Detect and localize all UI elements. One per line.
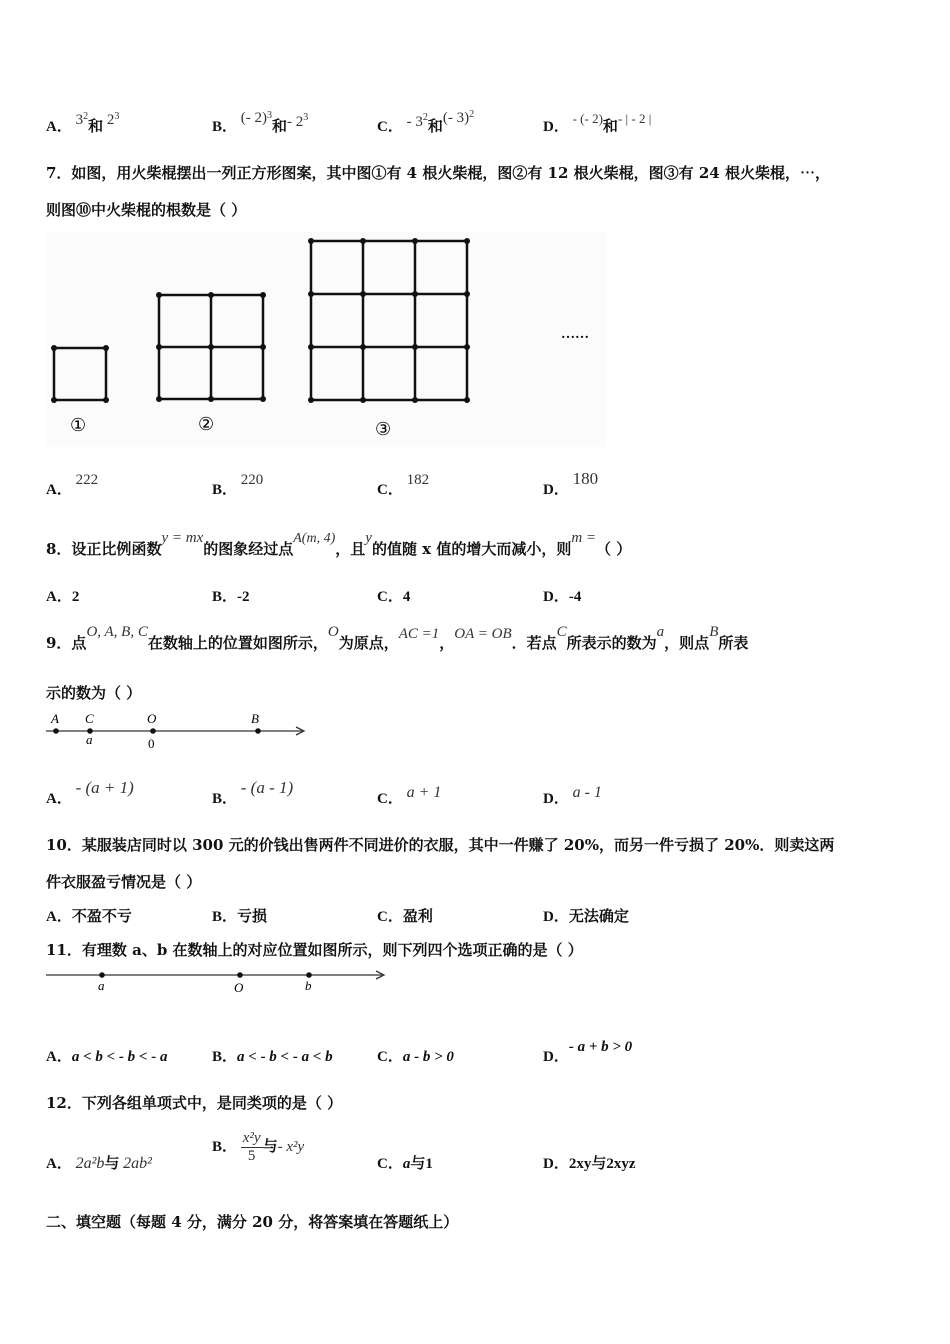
q10-option-c: C．盈利 [377,909,433,925]
q12-option-b: B． $\frac{\text{x²y}}{5}$ 与- x²y [212,1130,305,1164]
label-o: O [234,980,244,995]
q10-option-d: D．无法确定 [543,909,629,925]
q12-option-c: C．a与1 [377,1156,433,1172]
q11-option-a: A．a < b < - b < - a [46,1049,168,1065]
q9-stem-line2: 示的数为（ ） [46,684,142,702]
q11-option-c: C．a - b > 0 [377,1049,454,1065]
label-a: A [51,711,59,726]
q9-number-line [44,708,310,752]
q11-number-line [44,965,389,997]
q8-option-d: D．-4 [543,589,582,605]
q6-option-d: D． - (- 2)和- | - 2 | [543,111,652,135]
q8-option-c: C．4 [377,589,411,605]
point-b [255,728,261,734]
q8-option-a: A．2 [46,589,80,605]
q7-option-d: D． 180 [543,469,599,498]
q7-stem-line2: 则图⑩中火柴棍的根数是（ ） [46,201,247,219]
label-b: b [305,978,312,993]
q12-option-d: D．2xy与2xyz [543,1156,636,1172]
section-2-heading: 二、填空题（每题 4 分，满分 20 分，将答案填在答题纸上） [46,1213,459,1231]
label-o: O [147,711,157,726]
label-b: B [251,711,259,726]
figure-label-2: ② [198,414,215,434]
point-o [237,972,243,978]
q10-stem-line2: 件衣服盈亏情况是（ ） [46,873,202,891]
q7-matchstick-figure [46,232,606,447]
q8-option-b: B．-2 [212,589,250,605]
q10-stem-line1: 10．某服装店同时以 300 元的价钱出售两件不同进价的衣服，其中一件赚了 20%，而另一件亏损了 20%．则卖这两 [46,836,835,854]
q12-stem: 12．下列各组单项式中，是同类项的是（ ） [46,1094,343,1112]
q10-option-b: B．亏损 [212,909,268,925]
q7-stem-line1: 7．如图，用火柴棍摆出一列正方形图案，其中图①有 4 根火柴棍，图②有 12 根火柴棍，图③有 24 根火柴棍，⋯， [46,164,830,182]
q7-option-b: B． 220 [212,472,264,498]
figure-background [46,232,606,447]
point-b [306,972,312,978]
q6-option-c: C． - $3^2$和(- 3)$^2$ [377,109,475,135]
q9-option-a: A． - (a + 1) [46,778,134,807]
value-a: a [86,732,93,747]
q6-option-a: A． $3^2$和 $2^3$ [46,111,120,135]
q10-option-a: A．不盈不亏 [46,909,132,925]
point-a [99,972,105,978]
q9-option-b: B． - (a - 1) [212,778,294,807]
q7-option-a: A． 222 [46,472,99,498]
figure-label-1: ① [70,415,87,435]
q11-stem: 11．有理数 a、b 在数轴上的对应位置如图所示，则下列四个选项正确的是（ ） [46,941,583,959]
point-o [150,728,156,734]
q9-stem-line1: 9．点O, A, B, C在数轴上的位置如图所示，O为原点，AC =1，OA = OB．若点C所表示的数为a，则点B所表 [46,624,749,652]
q12-option-a: A． 2a²b与 2ab² [46,1155,152,1172]
value-zero: 0 [148,736,155,751]
q9-option-c: C． a + 1 [377,784,442,807]
q8-stem: 8．设正比例函数y = mx的图象经过点A(m, 4)，且y的值随 x 值的增大而减小，则m =（ ） [46,530,632,558]
fraction: $\frac{\text{x²y}}{5}$ [242,1130,261,1164]
figure-label-3: ③ [375,419,392,439]
q9-option-d: D． a - 1 [543,784,602,807]
figure-ellipsis: …… [561,327,589,342]
q11-option-d: D．- a + b > 0 [543,1039,633,1065]
label-c: C [85,711,94,726]
label-a: a [98,978,105,993]
q7-option-c: C． 182 [377,472,430,498]
point-a [53,728,59,734]
q6-option-b: B． (- 2)$^3$和- $2^3$ [212,110,309,135]
q11-option-b: B．a < - b < - a < b [212,1049,333,1065]
